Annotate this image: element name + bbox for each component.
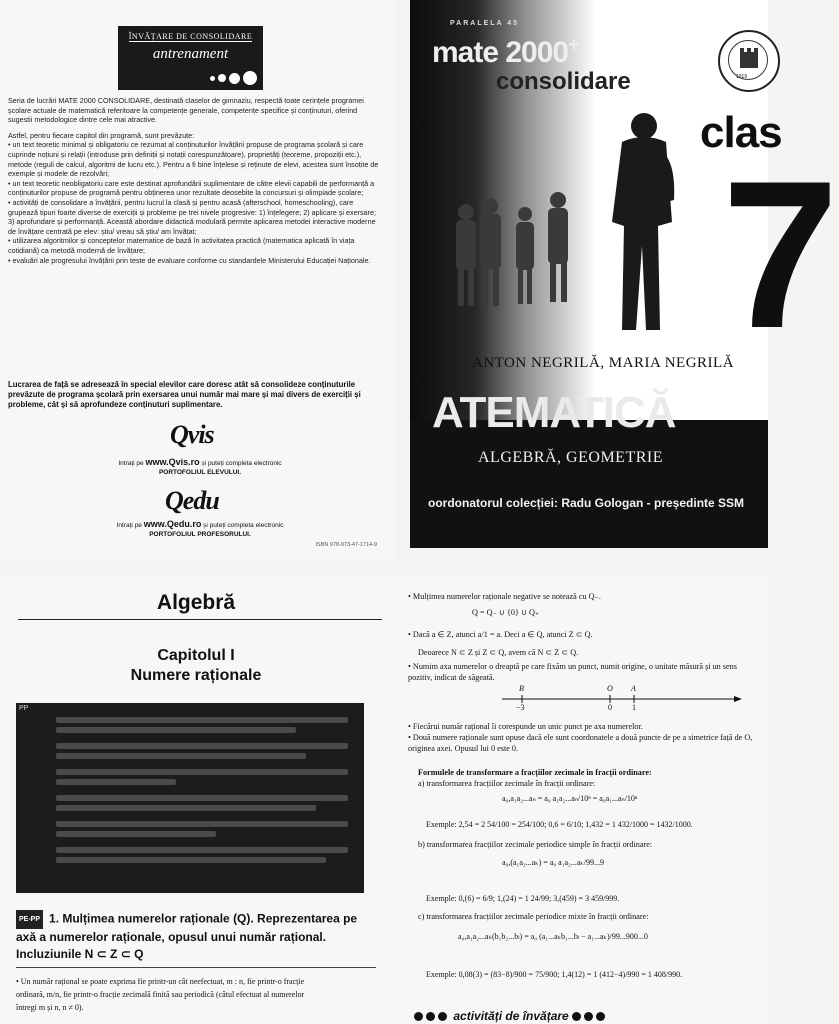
examples-b: Exemple: 0,(6) = 6/9; 1,(24) = 1 24/99; 3,(459) = 3 459/999. — [426, 894, 620, 903]
bullet-dot-icon — [438, 1012, 447, 1021]
examples-a: Exemple: 2,54 = 2 54/100 = 254/100; 0,6 = 6/10; 1,432 = 1 432/1000 = 1432/1000. — [426, 820, 693, 829]
axis-label-a: A — [631, 684, 636, 693]
opposite-numbers-note: • Două numere raționale sunt opuse dacă ele sunt coordonatele a două puncte de pe a simetrice față de O, originea axei. Opusul lui 0 este 0. — [408, 733, 753, 753]
objective-line — [56, 847, 348, 853]
intro-text — [8, 96, 380, 265]
objective-line — [56, 753, 306, 759]
audience-paragraph: Lucrarea de față se adresează în special elevilor care doresc atât să consolideze conținuturile prevăzute de programa școlară prin exersarea unui număr mai mare și mai divers de exerciții și probleme, cât și să aprofundeze conținuturi suplimentare. — [8, 380, 361, 409]
bullet-5: • evaluări ale progresului învățării prin teste de evaluare conforme cu standardele Ministerului Educației Naționale. — [8, 255, 371, 265]
intro-paragraph: Seria de lucrări MATE 2000 CONSOLIDARE, destinată claselor de gimnaziu, respectă toate cerințele programei școlare actuale de matematică referitoare la competențe generale, competențe specifice și conținuturi, oferind sugestii metodologice dintre cele mai atractive. — [8, 96, 364, 125]
formula-a-title: a) transformarea fracțiilor zecimale în fracții ordinare: — [418, 779, 596, 788]
activities-heading — [414, 1009, 608, 1023]
objective-line — [56, 769, 348, 775]
bullet-2: • un text teoretic neobligatoriu care este destinat aprofundării suplimentare de către elevii capabili de performanță a conținuturilor propuse de programă pentru obținerea unor rezultate deosebite la concursuri și olimpiade școlare; — [8, 178, 375, 198]
bullet-dot-icon — [414, 1012, 423, 1021]
examples-c: Exemple: 0,08(3) = (83−8)/900 = 75/900; 1,4(12) = 1 (412−4)/990 = 1 408/990. — [426, 970, 683, 979]
book-cover — [410, 0, 839, 548]
bullet-3: • activități de consolidare a învățării, pentru lucrul la clasă și pentru acasă (afterschool, homeschooling), care grupează tipuri foarte diverse de exerciții și probleme pe trei nivele progresive: 1) înțelegere; 2) aplicare și exersare; 3) aprofundare și performanță. Această abordare didactică modulară permite aplicarea metodei interactive moderne de învățare centrată pe elev: știu/ vreau să știu/ am învățat; — [8, 197, 376, 236]
negative-rationals-note: • Mulțimea numerelor raționale negative se notează cu Q₋. — [408, 592, 601, 601]
consolidation-badge — [118, 26, 263, 90]
badge-title: ÎNVĂȚARE DE CONSOLIDARE — [128, 32, 253, 41]
objective-line — [56, 779, 176, 785]
badge-subtitle: antrenament — [152, 46, 229, 62]
objectives-tag: PP — [19, 705, 29, 712]
chapter-title: Numere raționale — [130, 667, 262, 684]
bullet-dot-icon — [584, 1012, 593, 1021]
formulas-heading: Formulele de transformare a fracțiilor zecimale în fracții ordinare: — [418, 768, 652, 777]
chapter-start-page — [0, 575, 392, 1024]
chapter-label: Capitolul I — [157, 647, 235, 664]
authors: ANTON NEGRILĂ, MARIA NEGRILĂ — [472, 355, 735, 371]
bullet-dot-icon — [596, 1012, 605, 1021]
seal-year: 1919 — [736, 74, 748, 80]
book-title: ATEMATICĂ — [432, 388, 676, 437]
bullet-1: • un text teoretic minimal și obligatoriu ce rezumat al conținuturilor învățării propuse de programa școlară și care cuprinde noțiuni și relații (introduse prin definiții și notații corespunzătoare), proprietăți (teoreme, propoziții etc.), metode (reguli de calcul, algoritmi de lucru etc.). Pentru a fi bine înțelese și reținute de elevi, acestea sunt însoțite de exemple și modele de rezolvări; — [8, 140, 379, 179]
bullet-dot-icon — [426, 1012, 435, 1021]
structure-intro: Astfel, pentru fiecare capitol din programă, sunt prevăzute: — [8, 130, 195, 140]
objective-line — [56, 831, 216, 837]
formula-a: a₀,a₁a₂...aₙ = a₀ a₁a₂...aₙ/10ⁿ = a₀a₁...aₙ/10ⁿ — [502, 794, 638, 803]
bullet-4: • utilizarea algoritmilor și conceptelor matematice de bază în activitatea practică (matematica aplicată în viața cotidiană) ca metodă modernă de învățare; — [8, 236, 355, 255]
series-subtitle: consolidare — [496, 68, 631, 95]
class-word: clas — [700, 108, 782, 157]
lesson-heading-text: 1. Mulțimea numerelor raționale (Q). Reprezentarea pe axă a numerelor raționale, opusul unui număr rațional. Incluziunile N ⊂ Z ⊂ Q — [16, 911, 358, 961]
objective-line — [56, 717, 348, 723]
number-axis-definition: • Numim axa numerelor o dreaptă pe care fixăm un punct, numit origine, o unitate măsură și un sens pozitiv, indicat de săgeată. — [408, 662, 737, 682]
lesson-text — [16, 975, 378, 1014]
side-class-label — [0, 955, 1, 995]
axis-tick-minus3: −3 — [516, 703, 525, 712]
qedu-portfolio: PORTOFOLIUL PROFESORULUI. — [149, 531, 251, 538]
lesson-line-2: ordinară, m/n, fie printr-o fracție zecimală finită sau periodică (câtul efectuat al numerelor — [16, 990, 305, 999]
qvis-logo: Qvis — [170, 420, 214, 449]
qvis-prefix: Intrați pe — [118, 460, 146, 467]
objectives-box — [16, 703, 364, 893]
objective-line — [56, 821, 348, 827]
series-title-text: mate 2000 — [432, 36, 569, 69]
axis-label-b: B — [519, 684, 524, 693]
section-title: Algebră — [156, 591, 236, 614]
objective-line — [56, 795, 348, 801]
lesson-divider — [16, 967, 376, 968]
bullet-dot-icon — [572, 1012, 581, 1021]
integers-in-rationals: • Dacă a ∈ Z, atunci a/1 = a. Deci a ∈ Q, atunci Z ⊂ Q. — [408, 630, 593, 639]
formula-b-title: b) transformarea fracțiilor zecimale periodice simple în fracții ordinare: — [418, 840, 653, 849]
objective-line — [56, 857, 326, 863]
collection-coordinator: oordonatorul colecției: Radu Gologan - președinte SSM — [428, 496, 745, 510]
number-axis-diagram — [502, 687, 742, 717]
isbn: ISBN 978-973-47-1714-9 — [315, 542, 377, 548]
qvis-portal-note — [90, 458, 310, 477]
series-description-page — [0, 0, 395, 560]
lesson-line-3: întregi m și n, n ≠ 0). — [16, 1003, 84, 1012]
students-silhouette-icon — [410, 0, 768, 348]
level-dots-icon — [210, 71, 257, 85]
qedu-prefix: Intrați pe — [116, 522, 144, 529]
qedu-suffix: și puteți completa electronic — [201, 522, 284, 529]
activities-heading-text: activități de învățare — [453, 1009, 569, 1023]
qedu-portal-note — [90, 520, 310, 539]
axis-label-o: O — [607, 684, 613, 693]
inclusion-chain: Deoarece N ⊂ Z și Z ⊂ Q, avem că N ⊂ Z ⊂ Q. — [418, 648, 579, 657]
objective-line — [56, 805, 316, 811]
axis-tick-0: 0 — [608, 703, 612, 712]
objective-line — [56, 743, 348, 749]
lesson-line-1: • Un număr rațional se poate exprima fie printr-un cât neefectuat, m : n, fie printr-o fracție — [16, 977, 305, 986]
qvis-portfolio: PORTOFOLIUL ELEVULUI. — [158, 469, 242, 476]
cover-bottom-band — [410, 420, 768, 548]
lesson-heading — [16, 910, 376, 963]
formula-c: a₀,a₁a₂...aₖ(b₁b₂...bₗ) = a₀ (a₁...aₖb₁...bₗ − a₁...aₖ)/99...900...0 — [458, 932, 648, 941]
publisher-series: PARALELA 45 — [450, 20, 520, 27]
formula-b: a₀,(a₁a₂...aₖ) = a₀ a₁a₂...aₖ/99...9 — [502, 858, 605, 867]
unique-point-note: • Fiecărui număr rațional îi corespunde un unic punct pe axa numerelor. — [408, 722, 643, 731]
formula-c-title: c) transformarea fracțiilor zecimale periodice mixte în fracții ordinare: — [418, 912, 649, 921]
book-subtitle: ALGEBRĂ, GEOMETRIE — [478, 449, 663, 466]
rationals-union: Q = Q₋ ∪ {0} ∪ Q₊ — [472, 608, 540, 617]
level-tag: PE-PP — [16, 910, 43, 929]
qvis-suffix: și puteți completa electronic — [199, 460, 282, 467]
qedu-link[interactable]: www.Qedu.ro — [143, 519, 202, 529]
objective-line — [56, 727, 296, 733]
section-divider — [18, 619, 382, 620]
qvis-link[interactable]: www.Qvis.ro — [145, 457, 200, 467]
theory-page — [392, 575, 768, 1024]
class-number: 7 — [722, 137, 839, 372]
axis-tick-1: 1 — [632, 703, 636, 712]
qedu-logo: Qedu — [165, 486, 219, 515]
series-plus: + — [568, 34, 579, 56]
